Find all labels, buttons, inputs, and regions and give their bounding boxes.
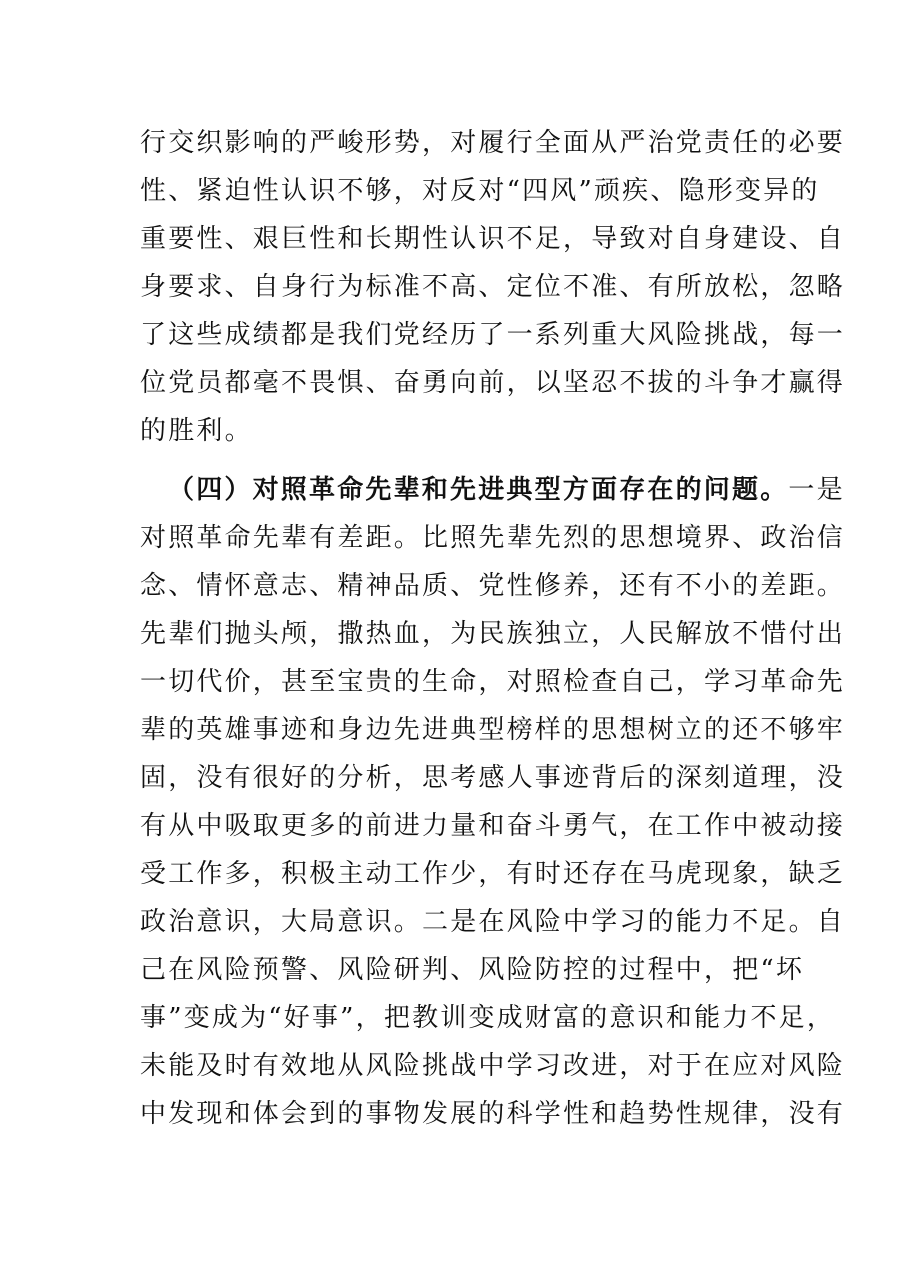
paragraph-line: 先辈们抛头颅，撒热血，为民族独立，人民解放不惜付出 — [140, 619, 846, 649]
paragraph-line: 了这些成绩都是我们党经历了一系列重大风险挑战，每一 — [140, 320, 846, 350]
paragraph-line: 行交织影响的严峻形势，对履行全面从严治党责任的必要 — [140, 128, 846, 158]
section-heading-line — [168, 474, 845, 506]
paragraph-line: 事”变成为“好事”，把教训变成财富的意识和能力不足， — [140, 1003, 836, 1033]
section-heading: （四）对照革命先辈和先进典型方面存在的问题。 — [168, 475, 789, 505]
section-heading-tail: 一是 — [788, 475, 845, 505]
paragraph-line: 辈的英雄事迹和身边先进典型榜样的思想树立的还不够牢 — [140, 715, 846, 745]
paragraph-line: 己在风险预警、风险研判、风险防控的过程中，把“坏 — [140, 955, 805, 985]
paragraph-line: 政治意识，大局意识。二是在风险中学习的能力不足。自 — [140, 907, 846, 937]
paragraph-line: 身要求、自身行为标准不高、定位不准、有所放松，忽略 — [140, 272, 846, 302]
paragraph-line: 受工作多，积极主动工作少，有时还存在马虎现象，缺乏 — [140, 859, 846, 889]
paragraph-line: 固，没有很好的分析，思考感人事迹背后的深刻道理，没 — [140, 763, 846, 793]
paragraph-line: 未能及时有效地从风险挑战中学习改进，对于在应对风险 — [140, 1051, 846, 1081]
paragraph-line: 的胜利。 — [140, 416, 253, 446]
paragraph-line: 有从中吸取更多的前进力量和奋斗勇气，在工作中被动接 — [140, 811, 846, 841]
paragraph-line: 中发现和体会到的事物发展的科学性和趋势性规律，没有 — [140, 1099, 846, 1129]
paragraph-line: 一切代价，甚至宝贵的生命，对照检查自己，学习革命先 — [140, 667, 846, 697]
paragraph-line: 对照革命先辈有差距。比照先辈先烈的思想境界、政治信 — [140, 523, 846, 553]
paragraph-line: 念、情怀意志、精神品质、党性修养，还有不小的差距。 — [140, 571, 846, 601]
paragraph-line: 重要性、艰巨性和长期性认识不足，导致对自身建设、自 — [140, 224, 846, 254]
paragraph-line: 性、紧迫性认识不够，对反对“四风”顽疾、隐形变异的 — [140, 176, 820, 206]
paragraph-line: 位党员都毫不畏惧、奋勇向前，以坚忍不拔的斗争才赢得 — [140, 368, 846, 398]
